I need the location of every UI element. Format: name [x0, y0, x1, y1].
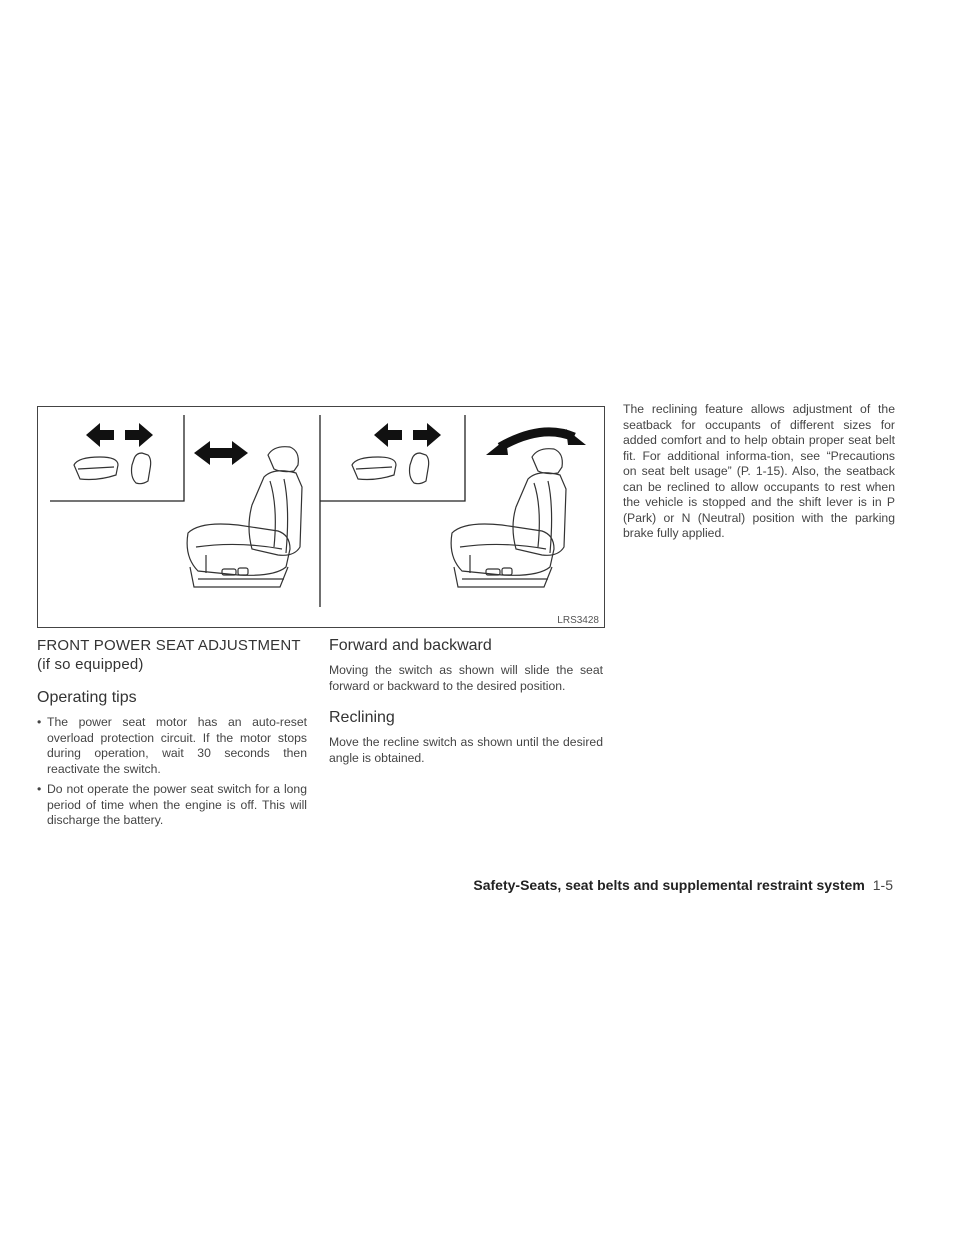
bullet-icon: • [37, 715, 42, 729]
left-column [37, 636, 307, 834]
forward-backward-arrow-icon [194, 441, 248, 465]
list-item: • Do not operate the power seat switch for a long period of time when the engine is off. This will discharge the battery. [37, 782, 307, 827]
arrow-left-icon-2 [374, 423, 402, 447]
section-heading-line1: FRONT POWER SEAT ADJUSTMENT [37, 637, 301, 654]
operating-tips-heading: Operating tips [37, 689, 137, 706]
recline-switch-icon [352, 453, 429, 484]
seat-icon-left [187, 447, 302, 587]
seat-diagram-svg [38, 407, 604, 627]
reclining-text: Move the recline switch as shown until the desired angle is obtained. [329, 735, 603, 765]
inset-frame-right [320, 415, 465, 501]
recline-arrow-icon [486, 429, 586, 455]
arrow-left-icon [86, 423, 114, 447]
list-item: • The power seat motor has an auto-reset overload protection circuit. If the motor stops during operation, wait 30 seconds then reactivate the switch. [37, 715, 307, 776]
chapter-title: Safety-Seats, seat belts and supplemental restraint system [473, 877, 865, 893]
seat-icon-right [451, 449, 566, 587]
figure-code: LRS3428 [557, 615, 599, 626]
page-footer [473, 877, 893, 893]
arrow-right-icon-2 [413, 423, 441, 447]
seat-switch-icon [74, 453, 151, 484]
middle-column [329, 636, 603, 780]
right-column [623, 402, 895, 556]
reclining-feature-text: The reclining feature allows adjustment of the seatback for occupants of different sizes for added comfort and to help obtain proper seat belt fit. For additional informa-tion, see “Precautions on seat belt usage” (P. 1-15). Also, the seatback can be reclined to allow occupants to rest when the vehicle is stopped and the shift lever is in P (Park) or N (Neutral) position with the parking brake fully applied. [623, 402, 895, 540]
section-heading [37, 636, 307, 674]
inset-frame-left [50, 415, 184, 501]
seat-adjustment-illustration [37, 406, 605, 628]
section-heading-line2: (if so equipped) [37, 656, 144, 673]
reclining-heading: Reclining [329, 709, 395, 726]
forward-backward-text: Moving the switch as shown will slide the seat forward or backward to the desired position. [329, 663, 603, 693]
arrow-right-icon [125, 423, 153, 447]
bullet-icon: • [37, 782, 42, 796]
page-number: 1-5 [872, 877, 893, 893]
operating-tips-list [37, 715, 307, 829]
forward-backward-heading: Forward and backward [329, 637, 492, 654]
